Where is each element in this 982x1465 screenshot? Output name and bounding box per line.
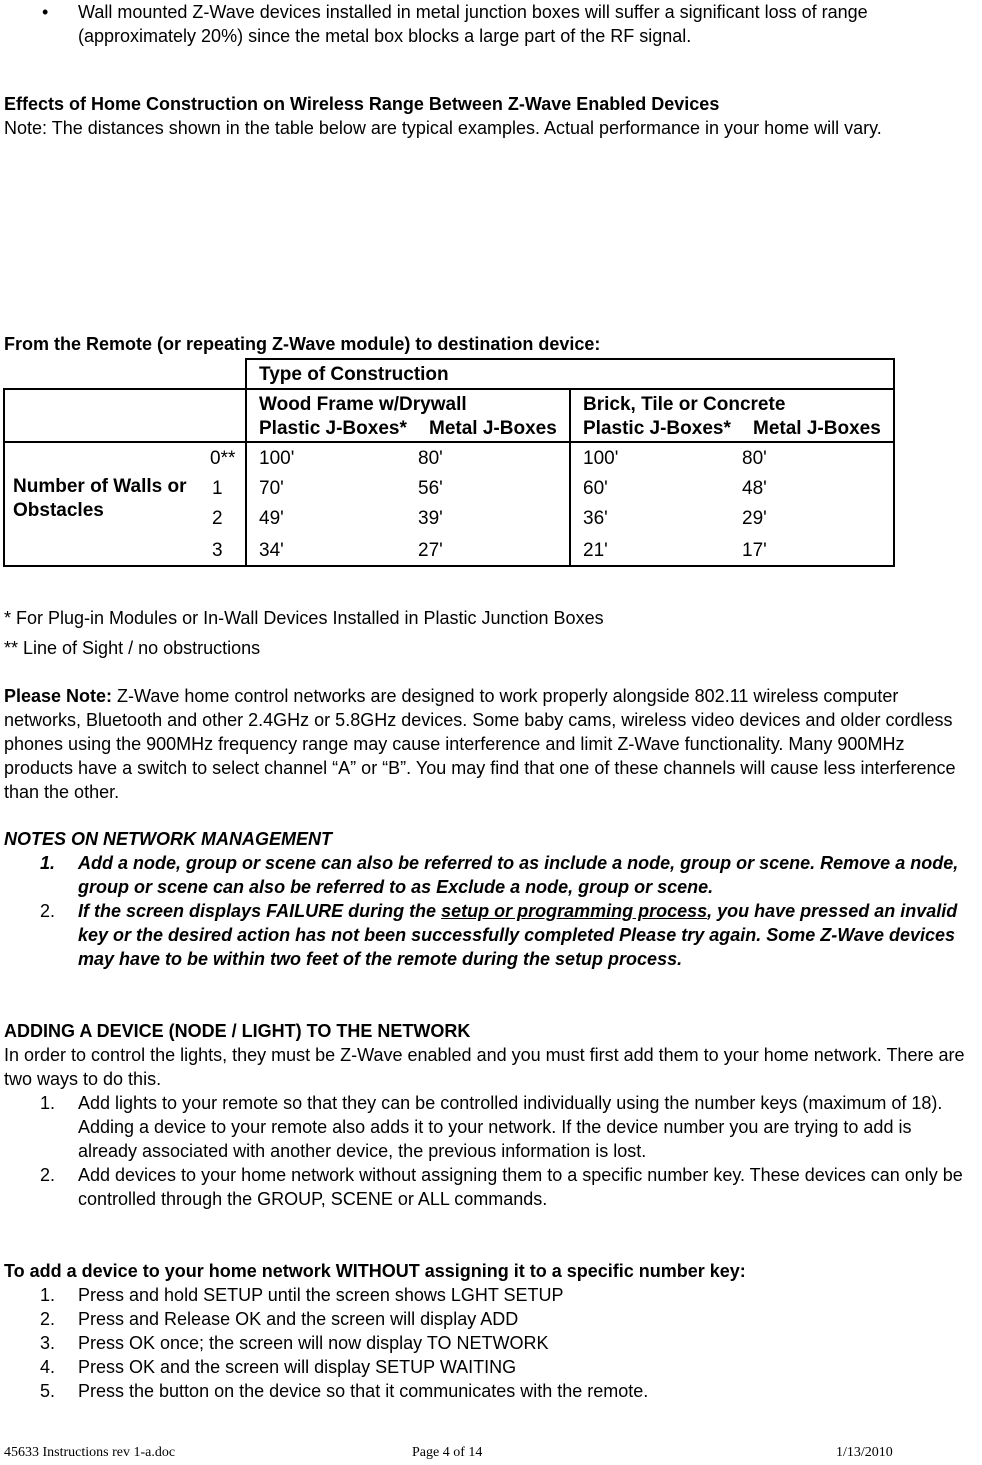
to-add-section <box>4 1259 974 1403</box>
list-item-text: Add devices to your home network without assigning them to a specific number key. These devices can only be controlled through the GROUP, SCENE or ALL commands. <box>78 1165 963 1209</box>
cell: 34' <box>246 533 408 566</box>
list-number: 2. <box>40 901 56 921</box>
note-text-part: , you have pressed an invalid key or the desired action has not been successfully completed Please try again. Some Z-Wave devices may have to be within two feet of the remote during the setup process. <box>78 901 958 969</box>
list-number: 1. <box>40 1093 56 1113</box>
construction-heading: Effects of Home Construction on Wireless Range Between Z-Wave Enabled Devices <box>4 94 720 114</box>
list-item <box>4 1283 974 1307</box>
list-item <box>4 1163 974 1211</box>
list-item <box>4 851 982 899</box>
wood-plastic-header: Plastic J-Boxes* <box>259 418 407 439</box>
cell: 21' <box>570 533 732 566</box>
walls-count: 1 <box>212 478 223 499</box>
footer-filename: 45633 Instructions rev 1-a.doc <box>4 1445 176 1460</box>
list-item <box>4 1331 974 1355</box>
please-note-text: Z-Wave home control networks are designed to work properly alongside 802.11 wireless computer networks, Bluetooth and other 2.4GHz or 5.8GHz devices. Some baby cams, wireless video devices and older cordless phones using the 900MHz frequency range may cause interference and limit Z-Wave functionality. Many 900MHz products have a switch to select channel “A” or “B”. You may find that one of these channels will cause less interference than the other. <box>4 686 956 802</box>
list-item <box>4 1355 974 1379</box>
cell: 100' <box>570 442 732 473</box>
note-item-text <box>78 899 982 971</box>
construction-section <box>4 92 979 140</box>
list-item-text: Add lights to your remote so that they can be controlled individually using the number keys (maximum of 18). Adding a device to your remote also adds it to your network. If the device number you are trying to add is already associated with another device, the previous information is lost. <box>78 1093 943 1161</box>
adding-device-section <box>4 1019 974 1211</box>
page-footer <box>4 1444 914 1464</box>
cell: 49' <box>246 503 408 533</box>
bullet-symbol: • <box>42 2 49 22</box>
list-number: 2. <box>40 1309 56 1329</box>
cell: 48' <box>732 473 894 503</box>
list-item <box>4 899 982 971</box>
table-heading: From the Remote (or repeating Z-Wave module) to destination device: <box>4 334 601 354</box>
list-number: 3. <box>40 1333 56 1353</box>
adding-heading: ADDING A DEVICE (NODE / LIGHT) TO THE NETWORK <box>4 1021 471 1041</box>
footer-page-number: Page 4 of 14 <box>412 1445 483 1460</box>
wood-frame-group <box>246 389 570 442</box>
list-number: 4. <box>40 1357 56 1377</box>
cell: 60' <box>570 473 732 503</box>
list-number: 1. <box>40 1285 56 1305</box>
type-of-construction-header: Type of Construction <box>246 359 894 389</box>
please-note-label: Please Note: <box>4 686 113 706</box>
list-item <box>4 1307 974 1331</box>
construction-note: Note: The distances shown in the table below are typical examples. Actual performance in your home will vary. <box>4 118 882 138</box>
to-add-heading: To add a device to your home network WITHOUT assigning it to a specific number key: <box>4 1261 746 1281</box>
brick-label: Brick, Tile or Concrete <box>583 394 786 415</box>
brick-plastic-header: Plastic J-Boxes* <box>583 418 731 439</box>
brick-metal-header: Metal J-Boxes <box>753 418 881 439</box>
cell: 80' <box>732 442 894 473</box>
cell: 56' <box>418 478 443 499</box>
cell: 100' <box>246 442 408 473</box>
list-number: 1. <box>40 853 56 873</box>
cell: 80' <box>418 448 443 469</box>
note-text-part: If the screen displays FAILURE during the <box>78 901 442 921</box>
range-table <box>3 358 895 567</box>
bullet-text: Wall mounted Z-Wave devices installed in metal junction boxes will suffer a significant loss of range (approximately 20%) since the metal box blocks a large part of the RF signal. <box>78 2 868 46</box>
step-text: Press and Release OK and the screen will display ADD <box>78 1309 519 1329</box>
walls-count: 0** <box>210 448 236 469</box>
cell: 70' <box>246 473 408 503</box>
step-text: Press OK and the screen will display SETUP WAITING <box>78 1357 517 1377</box>
adding-intro: In order to control the lights, they must be Z-Wave enabled and you must first add them to your home network. There are two ways to do this. <box>4 1045 965 1089</box>
list-number: 2. <box>40 1165 56 1185</box>
please-note-paragraph <box>4 684 974 804</box>
step-text: Press the button on the device so that it communicates with the remote. <box>78 1381 649 1401</box>
setup-link-text: setup or programming process <box>441 901 708 921</box>
cell: 29' <box>732 503 894 533</box>
cell: 27' <box>408 533 570 566</box>
cell: 39' <box>418 508 443 529</box>
walls-count: 2 <box>212 508 223 529</box>
footnote-line-of-sight: ** Line of Sight / no obstructions <box>4 638 261 658</box>
row-label: Number of Walls or Obstacles <box>4 442 204 566</box>
footnotes <box>4 606 974 666</box>
step-text: Press OK once; the screen will now display TO NETWORK <box>78 1333 549 1353</box>
footnote-plastic: * For Plug-in Modules or In-Wall Devices Installed in Plastic Junction Boxes <box>4 608 604 628</box>
list-number: 5. <box>40 1381 56 1401</box>
cell: 17' <box>732 533 894 566</box>
footer-date: 1/13/2010 <box>836 1445 893 1460</box>
note-item-text: Add a node, group or scene can also be referred to as include a node, group or scene. Remove a node, group or scene can also be referred to as Exclude a node, group or scene. <box>78 853 959 897</box>
cell: 36' <box>570 503 732 533</box>
wood-metal-header: Metal J-Boxes <box>429 418 557 439</box>
list-item <box>4 1091 974 1163</box>
wood-frame-label: Wood Frame w/Drywall <box>259 394 467 415</box>
network-notes-section <box>4 827 982 971</box>
brick-group <box>570 389 894 442</box>
walls-count: 3 <box>204 533 246 566</box>
list-item <box>4 1379 974 1403</box>
step-text: Press and hold SETUP until the screen shows LGHT SETUP <box>78 1285 564 1305</box>
network-notes-heading: NOTES ON NETWORK MANAGEMENT <box>4 829 332 849</box>
